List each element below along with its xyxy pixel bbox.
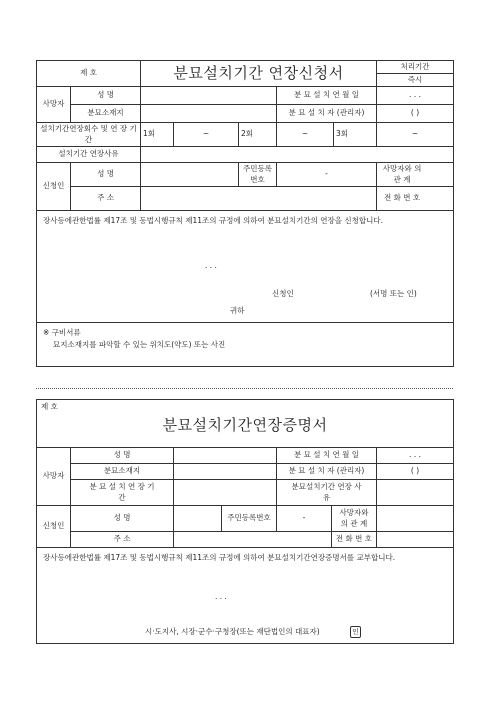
extension-reason-field[interactable]: [141, 147, 454, 163]
cert-applicant-name-field[interactable]: [174, 506, 222, 532]
cert-installer-label: 분 묘 설 치 자 (관리자): [277, 464, 377, 480]
cert-resident-no-field[interactable]: [277, 506, 332, 532]
deceased-name-label: 성 명: [71, 87, 141, 105]
extension-times-label: 설치기간연장회수 및 연 장 기 간: [37, 123, 141, 147]
seal-mark: 인: [350, 626, 361, 638]
form-title: 분묘설치기간 연장신청서: [141, 61, 377, 87]
cert-resident-no-label: 주민등록번호: [222, 506, 277, 532]
cert-issue-date: . . .: [215, 592, 227, 601]
cert-address-label: 주 소: [71, 532, 174, 548]
statement-block: [37, 211, 454, 323]
ext2-label: 2회: [239, 123, 277, 147]
deceased-name-field[interactable]: [141, 87, 277, 105]
cert-grave-location-label: 분묘소재지: [71, 464, 174, 480]
cert-applicant-label: 신청인: [37, 506, 71, 548]
ext1-tilde: ~: [202, 129, 210, 139]
ext3-field[interactable]: [377, 123, 454, 147]
cert-resident-no-dash: -: [302, 513, 306, 523]
cert-relation-field[interactable]: [377, 506, 454, 532]
applicant-name-label: 성 명: [71, 163, 141, 187]
cert-doc-number-label: 제 호: [41, 402, 58, 411]
application-date: . . .: [205, 261, 217, 270]
doc-number-label: 제 호: [37, 61, 141, 87]
cert-statement-text: 장사등에관한법률 제17조 및 동법시행규칙 제11조의 규정에 의하여 분묘설치기간연장증명서를 교부합니다.: [43, 553, 396, 562]
cert-period-field[interactable]: [174, 480, 277, 506]
grave-location-field[interactable]: [141, 105, 277, 123]
cert-deceased-name-field[interactable]: [174, 448, 277, 464]
install-date-label: 분 묘 설 치 연 월 일: [277, 87, 377, 105]
cert-applicant-name-label: 성 명: [71, 506, 174, 532]
cert-reason-label: 분묘설치기간 연장 사유: [277, 480, 377, 506]
required-docs-title: ※ 구비서류: [43, 328, 81, 337]
address-label: 주 소: [71, 187, 141, 211]
cut-line: [36, 388, 453, 389]
address-field[interactable]: [141, 187, 377, 211]
issuer-label: 시·도지사, 시장·군수·구청장(또는 재단법인의 대표자): [145, 627, 320, 636]
extension-certificate-form: [36, 399, 454, 644]
ext3-tilde: ~: [411, 129, 419, 139]
resident-no-dash: -: [325, 169, 328, 179]
installer-field[interactable]: ( ): [377, 105, 454, 123]
cert-statement-block: [37, 548, 454, 644]
certificate-title: 분묘설치기간연장증명서: [162, 416, 328, 435]
cert-reason-field[interactable]: [377, 480, 454, 506]
applicant-label: 신청인: [37, 163, 71, 211]
certificate-header: [37, 400, 454, 448]
installer-label: 분 묘 설 치 자 (관리자): [277, 105, 377, 123]
cert-phone-label: 전 화 번 호: [332, 532, 377, 548]
ext2-tilde: ~: [301, 129, 309, 139]
required-docs-item: 묘지소재지를 파악할 수 있는 위치도(약도) 또는 사진: [53, 340, 226, 349]
required-docs-block: [37, 323, 454, 367]
cert-relation-label: 사망자와의 관 계: [332, 506, 377, 532]
ext1-label: 1회: [141, 123, 174, 147]
cert-phone-field[interactable]: [377, 532, 454, 548]
cert-installer-field[interactable]: ( ): [377, 464, 454, 480]
extension-reason-label: 설치기간 연장사유: [37, 147, 141, 163]
cert-deceased-label: 사망자: [37, 448, 71, 506]
ext3-label: 3회: [334, 123, 377, 147]
relation-label: 사망자와 의 관 계: [377, 163, 454, 187]
processing-period-label: 처리기간: [377, 61, 453, 74]
sign-or-seal-label: (서명 또는 인): [370, 289, 417, 298]
extension-application-form: [36, 60, 454, 367]
applicant-signature-label: 신청인: [272, 289, 294, 298]
recipient-label: 귀하: [230, 306, 245, 315]
resident-no-label: 주민등록번호: [239, 163, 277, 187]
ext1-field[interactable]: [174, 123, 239, 147]
cert-period-label: 분 묘 설 치 연 장 기 간: [71, 480, 174, 506]
phone-label: 전 화 번 호: [377, 187, 454, 211]
deceased-label: 사망자: [37, 87, 71, 123]
cert-install-date-field[interactable]: . . .: [377, 448, 454, 464]
install-date-field[interactable]: . . .: [377, 87, 454, 105]
cert-address-field[interactable]: [174, 532, 332, 548]
cert-deceased-name-label: 성 명: [71, 448, 174, 464]
applicant-name-field[interactable]: [141, 163, 239, 187]
grave-location-label: 분묘소재지: [71, 105, 141, 123]
issuer-line: [145, 626, 361, 638]
processing-period-value: 즉시: [407, 75, 423, 84]
cert-install-date-label: 분 묘 설 치 연 월 일: [277, 448, 377, 464]
statement-text: 장사등에관한법률 제17조 및 동법시행규칙 제11조의 규정에 의하여 분묘설치기간의 연장을 신청합니다.: [43, 216, 383, 225]
ext2-field[interactable]: [277, 123, 334, 147]
cert-grave-location-field[interactable]: [174, 464, 277, 480]
resident-no-field[interactable]: [277, 163, 377, 187]
